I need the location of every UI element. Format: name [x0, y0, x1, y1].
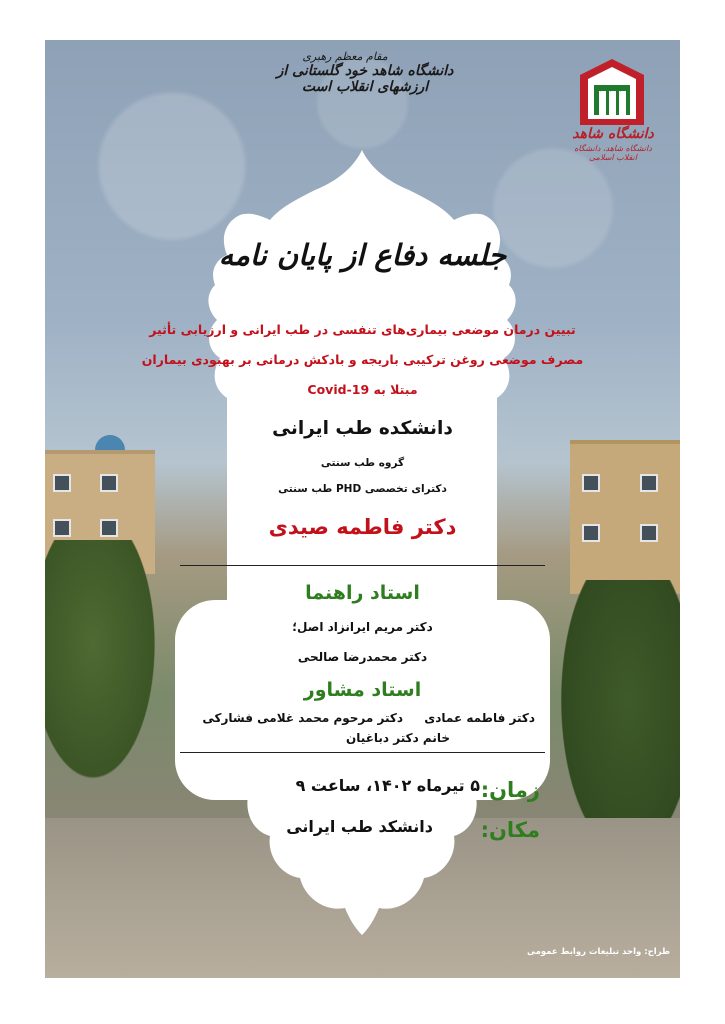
slogan-main: دانشگاه شاهد خود گلستانی از ارزشهای انقلاب است [276, 63, 454, 95]
advisor-heading: استاد مشاور [303, 679, 422, 701]
logo-subtitle: دانشگاه شاهد، دانشگاه انقلاب اسلامی [574, 144, 652, 162]
place-value: دانشکد طب ایرانی [286, 817, 433, 836]
student-name: دکتر فاطمه صیدی [268, 515, 457, 539]
degree: دکترای تخصصی PHD طب سنتی [278, 483, 447, 495]
university-logo-icon [574, 55, 650, 131]
thesis-title [0, 315, 725, 405]
divider-bottom [180, 752, 545, 753]
advisor-name-2: دکتر مرحوم محمد غلامی فشارکی [202, 711, 403, 725]
designer-credit: طراح: واحد تبلیغات روابط عمومی [526, 947, 670, 957]
department-group: گروه طب سنتی [320, 457, 405, 469]
time-value: ۵ تیرماه ۱۴۰۲، ساعت ۹ [295, 776, 480, 795]
divider-top [180, 565, 545, 566]
thesis-line-2: مصرف موضعی روغن ترکیبی باریجه و بادکش درمانی بر بهبودی بیماران [141, 352, 584, 367]
supervisor-heading: استاد راهنما [305, 582, 420, 604]
thesis-line-3: مبتلا به Covid-19 [307, 382, 418, 397]
slogan-line-1: مقام معظم رهبری [302, 50, 388, 63]
advisor-name-3: خانم دکتر دباغیان [346, 731, 450, 745]
faculty-name: دانشکده طب ایرانی [272, 418, 453, 439]
thesis-line-1: تبیین درمان موضعی بیماری‌های تنفسی در طب ایرانی و ارزیابی تأثیر [149, 322, 576, 337]
place-label: مکان: [480, 818, 540, 842]
page-title: جلسه دفاع از پایان نامه [218, 238, 507, 272]
header-slogan [250, 50, 480, 95]
supervisor-name-2: دکتر محمدرضا صالحی [297, 650, 428, 664]
advisor-name-1: دکتر فاطمه عمادی [424, 711, 535, 725]
logo-title: دانشگاه شاهد [572, 126, 654, 142]
university-logo-text [563, 126, 663, 162]
time-label: زمان: [480, 778, 540, 802]
supervisor-name-1: دکتر مریم ایرانزاد اصل؛ [292, 620, 433, 634]
